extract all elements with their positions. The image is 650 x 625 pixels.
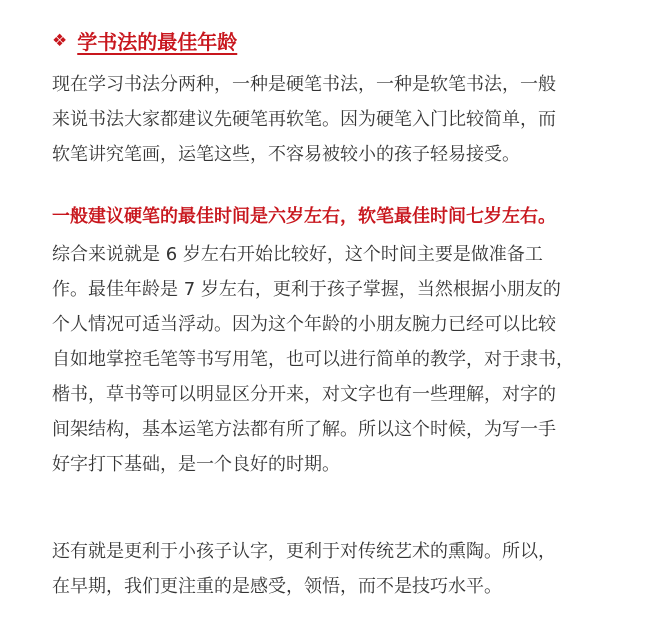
text-line: 现在学习书法分两种，一种是硬笔书法，一种是软笔书法，一般 bbox=[52, 74, 556, 95]
text-line: 综合来说就是 6 岁左右开始比较好，这个时间主要是做准备工 bbox=[52, 244, 543, 265]
paragraph-intro bbox=[52, 67, 622, 172]
highlight-text: 一般建议硬笔的最佳时间是六岁左右，软笔最佳时间七岁左右。 bbox=[52, 206, 556, 227]
section-heading bbox=[52, 26, 237, 55]
diamond-bullet-icon: ❖ bbox=[52, 30, 68, 51]
text-line: 来说书法大家都建议先硬笔再软笔。因为硬笔入门比较简单，而 bbox=[52, 109, 556, 130]
text-line: 个人情况可适当浮动。因为这个年龄的小朋友腕力已经可以比较 bbox=[52, 314, 556, 335]
text-line: 在早期，我们更注重的是感受，领悟，而不是技巧水平。 bbox=[52, 576, 502, 597]
text-line: 软笔讲究笔画，运笔这些，不容易被较小的孩子轻易接受。 bbox=[52, 144, 520, 165]
text-line: 作。最佳年龄是 7 岁左右，更利于孩子掌握，当然根据小朋友的 bbox=[52, 279, 561, 300]
section-title: 学书法的最佳年龄 bbox=[77, 30, 238, 54]
text-line: 还有就是更利于小孩子认字，更利于对传统艺术的熏陶。所以， bbox=[52, 541, 556, 562]
text-line: 自如地掌控毛笔等书写用笔，也可以进行简单的教学，对于隶书， bbox=[52, 349, 574, 370]
paragraph-conclusion bbox=[52, 534, 622, 604]
text-line: 间架结构，基本运笔方法都有所了解。所以这个时候，为写一手 bbox=[52, 419, 556, 440]
paragraph-details bbox=[52, 237, 622, 482]
highlight-sentence bbox=[52, 199, 622, 234]
text-line: 好字打下基础，是一个良好的时期。 bbox=[52, 454, 340, 475]
text-line: 楷书，草书等可以明显区分开来，对文字也有一些理解，对字的 bbox=[52, 384, 556, 405]
